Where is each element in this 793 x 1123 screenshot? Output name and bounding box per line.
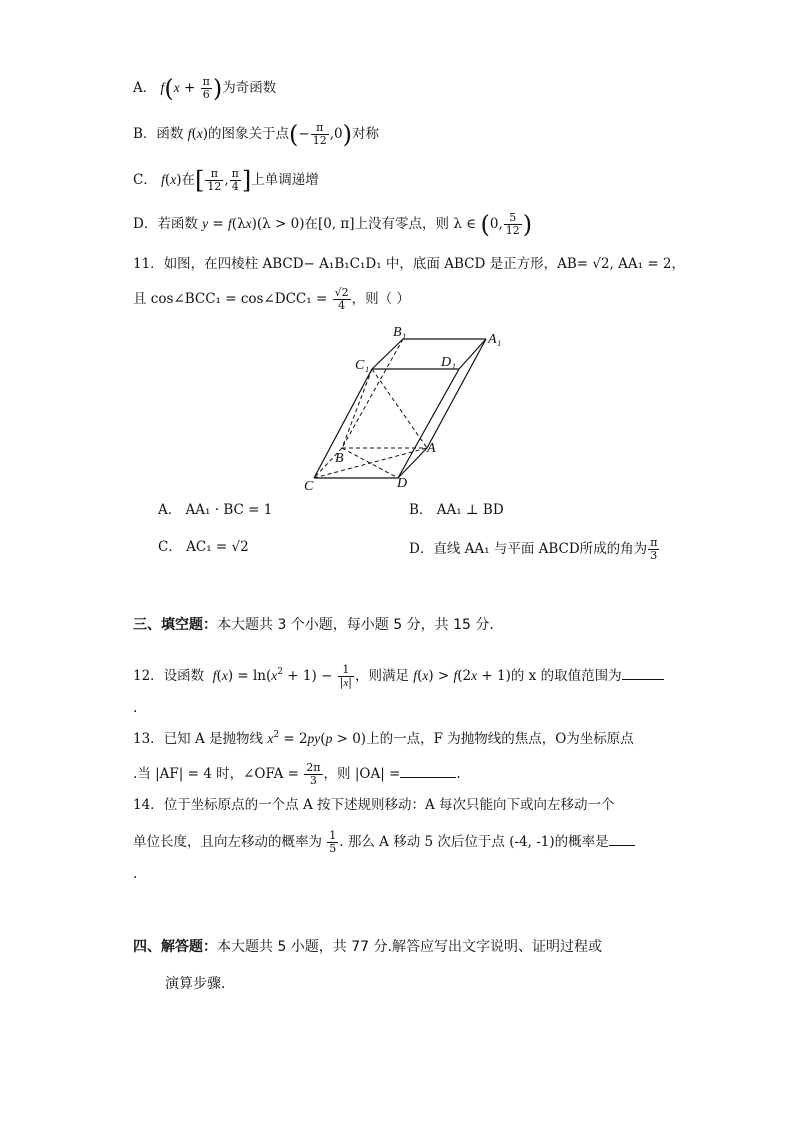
option-11d: D．直线 AA₁ 与平面 ABCD所成的角为 $\frac{\pi}{3}$ [409, 536, 658, 562]
label-b1: B₁ [393, 325, 407, 340]
fraction: $\frac{\pi}{3}$ [650, 536, 658, 562]
option-11c: C． AC₁ = √2 [158, 539, 249, 555]
section-3-heading: 三、填空题：本大题共 3 个小题，每小题 5 分，共 15 分. [133, 617, 494, 633]
answer-blank [400, 763, 456, 778]
option-11a: A． AA₁ · BC = 1 [158, 502, 273, 518]
section-4-heading-line2: 演算步骤. [165, 976, 226, 992]
question-11-line1: 11．如图，在四棱柱 ABCD− A₁B₁C₁D₁ 中，底面 ABCD 是正方形，AB= √2, AA₁ = 2， [133, 256, 686, 272]
label-b: B [335, 451, 344, 466]
fraction: $\frac{√2}{4}$ [334, 286, 349, 312]
option-10b: B．函数 f(x)的图象关于点(− $\frac{\pi}{12}$ ,0)对称 [133, 120, 379, 149]
question-14-end: . [133, 866, 138, 882]
question-13-line2: .当 |AF| = 4 时，∠OFA = $\frac{2\pi}{3}$ ，则 |OA| = . [133, 761, 461, 787]
label-a1: A₁ [488, 332, 502, 347]
question-12: 12．设函数 $f(x) = \ln(x^2 + 1)$ − $\frac{1}{|x|}$ ，则满足 f(x) > f(2x + 1)的 x 的取值范围为 [133, 662, 664, 689]
answer-blank [609, 831, 635, 846]
section-4-heading: 四、解答题：本大题共 5 小题，共 77 分.解答应写出文字说明、证明过程或 [133, 939, 602, 955]
option-11b: B． AA₁ ⊥ BD [409, 502, 504, 518]
question-14-line2: 单位长度，且向左移动的概率为 $\frac{1}{5}$ . 那么 A 移动 5 次后位于点 (-4, -1)的概率是 [133, 830, 635, 855]
question-13-line1: 13．已知 A 是抛物线 $x^2 = 2py(p > 0)$上的一点，F 为抛物线的焦点，O为坐标原点 [133, 730, 634, 747]
label-d1: D₁ [441, 355, 456, 370]
fraction: $\frac{1}{5}$ [329, 829, 337, 855]
option-10a: A． f(x + $\frac{\pi}{6}$ )为奇函数 [133, 74, 277, 103]
label-c: C [304, 479, 314, 494]
fraction: $\frac{1}{|x|}$ [339, 663, 352, 689]
label-c1: C₁ [355, 358, 370, 373]
fraction: $\frac{\pi}{12}$ [312, 121, 327, 147]
fraction: $\frac{\pi}{6}$ [202, 75, 210, 101]
answer-blank [622, 665, 664, 680]
question-12-end: . [133, 700, 138, 716]
label-a: A [427, 441, 436, 456]
option-10d: D．若函数 y = f(λx)(λ > 0)在[0, π]上没有零点，则 λ ∈ (0, $\frac{5}{12}$ ) [133, 210, 533, 239]
label-d: D [397, 476, 408, 491]
option-10c: C． f(x)在[ $\frac{\pi}{12}$ , $\frac{\pi}{4}$ ]上单调递增 [133, 166, 319, 195]
question-14-line1: 14．位于坐标原点的一个点 A 按下述规则移动：A 每次只能向下或向左移动一个 [133, 797, 615, 813]
formula: f [160, 80, 165, 95]
fraction: $\frac{2\pi}{3}$ [306, 761, 321, 787]
question-11-line2: 且 cos∠BCC₁ = cos∠DCC₁ = $\frac{√2}{4}$ ，则（ ） [133, 286, 410, 312]
